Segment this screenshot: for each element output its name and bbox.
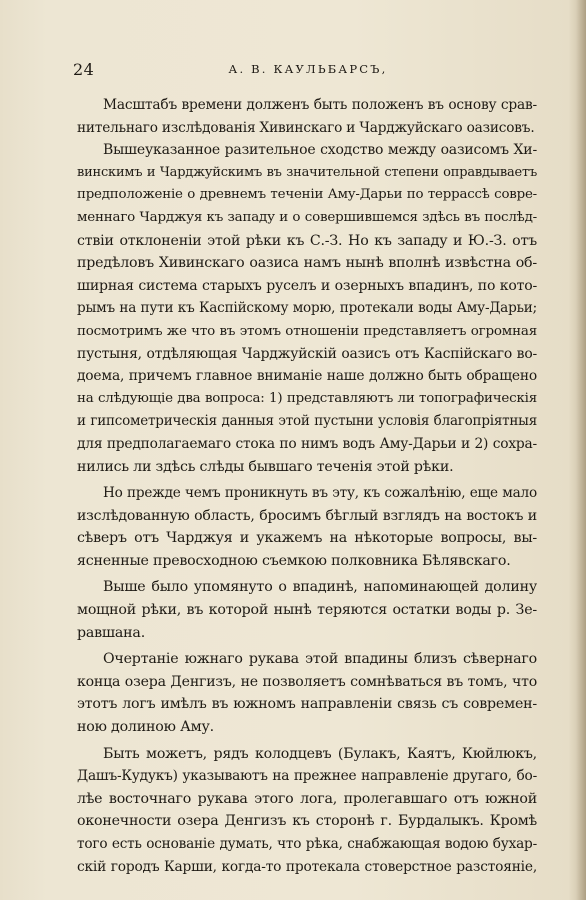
text-line: Вышеуказанное разительное сходство между оазисомъ Хи- <box>103 142 537 159</box>
text-line: оконечности озера Денгизъ къ сторонѣ г. Бурдалыкъ. Кромѣ <box>77 813 537 830</box>
text-line: скій городъ Карши, когда-то протекала стоверстное разстояніе, <box>77 858 537 875</box>
text-line: рымъ на пути къ Каспійскому морю, протекали воды Аму-Дарьи; <box>77 300 537 317</box>
text-line: винскимъ и Чарджуйскимъ въ значительной степени оправдываетъ <box>77 164 537 180</box>
text-line: посмотримъ же что въ этомъ отношеніи представляетъ огромная <box>77 322 537 339</box>
text-line: пустыня, отдѣляющая Чарджуйскій оазисъ отъ Каспійскаго во- <box>77 345 537 362</box>
text-line: сѣверъ отъ Чарджуя и укажемъ на нѣкоторые вопросы, вы- <box>77 530 537 547</box>
text-line: Очертаніе южнаго рукава этой впадины близъ сѣвернаго <box>103 651 537 668</box>
text-line: ширная система старыхъ руселъ и озерныхъ впадинъ, по кото- <box>77 277 537 294</box>
text-line: конца озера Денгизъ, не позволяетъ сомнѣваться въ томъ, что <box>77 673 537 690</box>
text-line: ствіи отклоненіи этой рѣки къ С.-З. Но къ западу и Ю.-З. отъ <box>77 232 537 249</box>
text-line: изслѣдованную область, бросимъ бѣглый взглядъ на востокъ и <box>77 507 537 524</box>
text-line: Быть можетъ, рядъ колодцевъ (Булакъ, Каятъ, Кюйлюкъ, <box>103 745 537 762</box>
text-line: на слѣдующіе два вопроса: 1) представляютъ ли топографическія <box>77 390 537 406</box>
text-line: нительнаго изслѣдованія Хивинскаго и Чарджуйскаго оазисовъ. <box>77 119 535 136</box>
text-line: ясненные превосходною съемкою полковника Бѣлявскаго. <box>77 552 511 569</box>
text-line: и гипсометрическія данныя этой пустыни условія благопріятныя <box>77 413 537 430</box>
text-line: лѣе восточнаго рукава этого лога, пролегавшаго отъ южной <box>77 790 537 807</box>
text-line: Но прежде чемъ проникнуть въ эту, къ сожалѣнію, еще мало <box>103 485 537 502</box>
text-line: доема, причемъ главное вниманіе наше должно быть обращено <box>77 368 537 385</box>
text-line: меннаго Чарджуя къ западу и о совершившемся здѣсь въ послѣд- <box>77 209 537 225</box>
text-line: Дашъ-Кудукъ) указываютъ на прежнее направленіе другаго, бо- <box>77 768 537 785</box>
page-number: 24 <box>73 60 95 79</box>
text-line: этотъ логъ имѣлъ въ южномъ направленіи связь съ современ- <box>77 696 537 713</box>
text-line: предположеніе о древнемъ теченіи Аму-Дарьи по террассѣ совре- <box>77 187 537 203</box>
text-line: предѣловъ Хивинскаго оазиса намъ нынѣ вполнѣ извѣстна об- <box>77 255 537 272</box>
text-line: ною долиною Аму. <box>77 719 214 736</box>
page-header <box>73 60 543 82</box>
text-line: Масштабъ времени долженъ быть положенъ въ основу срав- <box>103 97 537 113</box>
text-line: Выше было упомянуто о впадинѣ, напоминающей долину <box>103 579 537 596</box>
page-edge-shadow <box>576 0 586 900</box>
running-head: А. В. КАУЛЬБАРСЪ, <box>228 62 388 76</box>
text-line: равшана. <box>77 624 146 641</box>
text-line: для предполагаемаго стока по нимъ водъ Аму-Дарьи и 2) сохра- <box>77 435 537 452</box>
body-text <box>77 94 537 878</box>
text-line: того есть основаніе думать, что рѣка, снабжающая водою бухар- <box>77 836 537 852</box>
text-line: мощной рѣки, въ которой нынѣ теряются остатки воды р. Зе- <box>77 602 537 619</box>
text-line: нились ли здѣсь слѣды бывшаго теченія этой рѣки. <box>77 458 454 475</box>
